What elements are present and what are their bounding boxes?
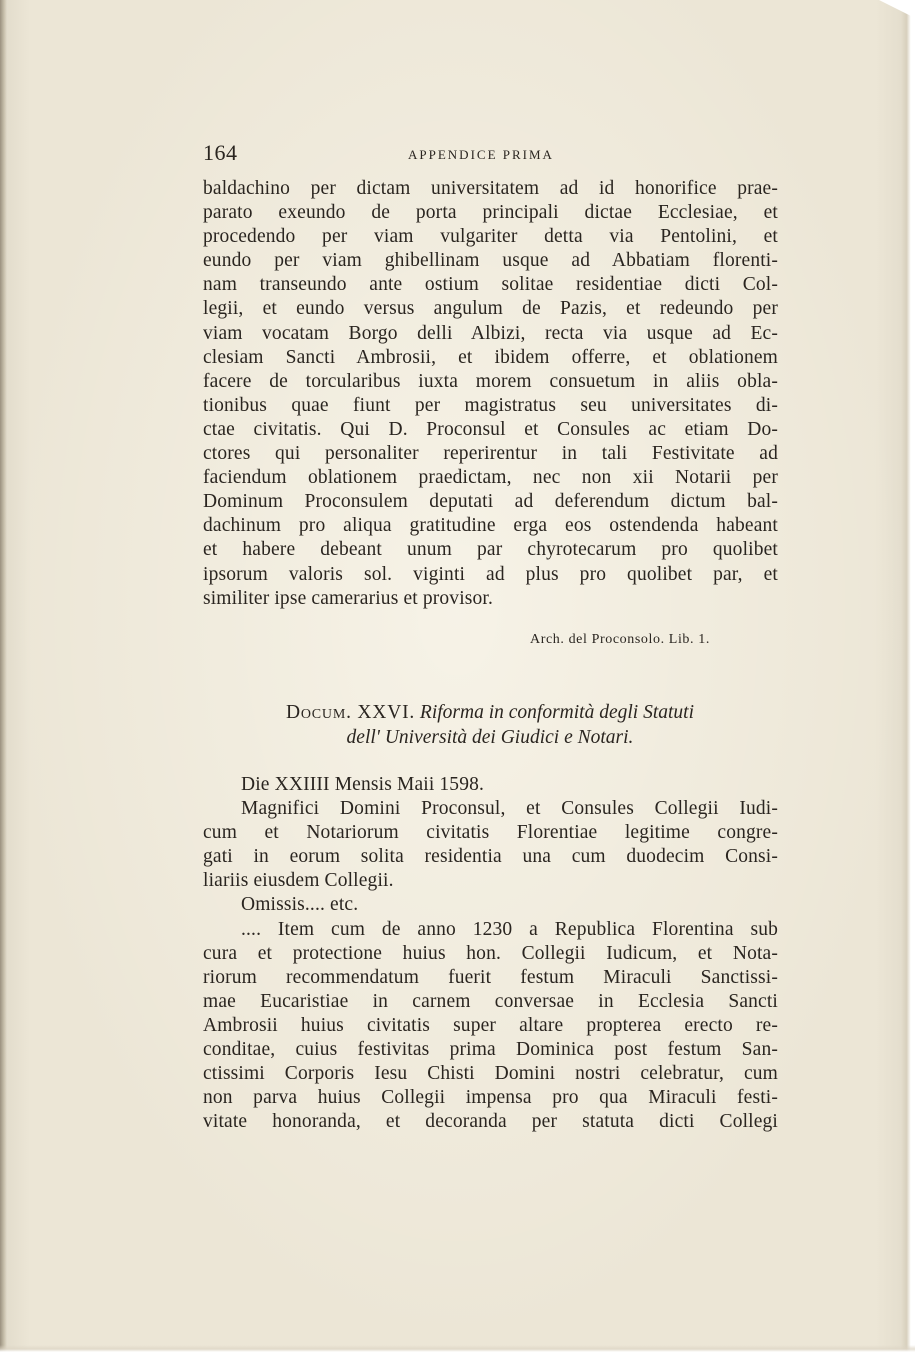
text-line: conditae, cuius festivitas prima Dominica post festum San- xyxy=(203,1039,778,1061)
text-line: procedendo per viam vulgariter detta via Pentolini, et xyxy=(203,226,778,248)
page-bottom-edge xyxy=(0,1345,915,1355)
text-line: parato exeundo de porta principali dictae Ecclesiae, et xyxy=(203,202,778,224)
text-line: riorum recommendatum fuerit festum Miraculi Sanctissi- xyxy=(203,966,778,988)
text-line: vitate honoranda, et decoranda per statuta dicti Collegi xyxy=(203,1111,778,1133)
text-line: et habere debeant unum par chyrotecarum pro quolibet xyxy=(203,539,778,561)
text-line: Dominum Proconsulem deputati ad deferendum dictum bal- xyxy=(203,491,778,513)
document-heading-line-1 xyxy=(200,700,780,725)
text-line: ipsorum valoris sol. viginti ad plus pro quolibet par, et xyxy=(203,563,778,585)
page-header xyxy=(203,140,778,170)
archive-citation: Arch. del Proconsolo. Lib. 1. xyxy=(530,632,710,647)
text-line: Ambrosii huius civitatis super altare propterea erecto re- xyxy=(203,1014,778,1036)
text-line: liariis eiusdem Collegii. xyxy=(203,870,394,892)
page-right-edge xyxy=(901,0,915,1355)
text-line-date: Die XXIIII Mensis Maii 1598. xyxy=(241,774,485,795)
text-line: facere de torcularibus iuxta morem consuetum in aliis obla- xyxy=(203,370,778,392)
text-line: Omissis.... etc. xyxy=(241,894,359,916)
text-line: legii, et eundo versus angulum de Pazis, et redeundo per xyxy=(203,298,778,320)
text-line: cum et Notariorum civitatis Florentiae legitime congre- xyxy=(203,822,778,844)
text-line: faciendum oblationem praedictam, nec non xii Notarii per xyxy=(203,467,778,489)
text-line: similiter ipse camerarius et provisor. xyxy=(203,587,494,609)
document-label: Docum. XXVI. xyxy=(285,702,416,723)
text-line: viam vocatam Borgo delli Albizi, recta via usque ad Ec- xyxy=(203,322,778,344)
text-line: baldachino per dictam universitatem ad id honorifice prae- xyxy=(203,178,778,199)
text-line: gati in eorum solita residentia una cum duodecim Consi- xyxy=(203,846,778,868)
text-line: ctae civitatis. Qui D. Proconsul et Consules ac etiam Do- xyxy=(203,418,778,440)
text-line: mae Eucaristiae in carnem conversae in Ecclesia Sancti xyxy=(203,990,778,1012)
page-left-edge xyxy=(0,0,7,1355)
text-line: ctissimi Corporis Iesu Chisti Domini nostri celebratur, cum xyxy=(203,1063,778,1085)
document-heading xyxy=(200,700,780,750)
text-line: eundo per viam ghibellinam usque ad Abbatiam florenti- xyxy=(203,250,778,272)
document-title-part-1: Riforma in conformità degli Statuti xyxy=(419,702,694,723)
text-line: clesiam Sancti Ambrosii, et ibidem offerre, et oblationem xyxy=(203,346,778,368)
body-text-bottom xyxy=(203,773,778,1134)
text-line: nam transeundo ante ostium solitae residentiae dicti Col- xyxy=(203,274,778,296)
running-head: APPENDICE PRIMA xyxy=(408,147,554,162)
document-title-part-2: dell' Università dei Giudici e Notari. xyxy=(346,727,634,748)
page-number: 164 xyxy=(203,140,238,165)
body-text-top xyxy=(203,177,778,611)
text-line: cura et protectione huius hon. Collegii Iudicum, et Nota- xyxy=(203,942,778,964)
text-line: Magnifici Domini Proconsul, et Consules Collegii Iudi- xyxy=(241,798,778,820)
text-line: non parva huius Collegii impensa pro qua Miraculi festi- xyxy=(203,1087,778,1109)
text-line: .... Item cum de anno 1230 a Republica Florentina sub xyxy=(241,918,778,940)
text-line: ctores qui personaliter reperirentur in tali Festivitate ad xyxy=(203,443,778,465)
text-line: tionibus quae fiunt per magistratus seu universitates di- xyxy=(203,394,778,416)
text-line: dachinum pro aliqua gratitudine erga eos ostendenda habeant xyxy=(203,515,778,537)
